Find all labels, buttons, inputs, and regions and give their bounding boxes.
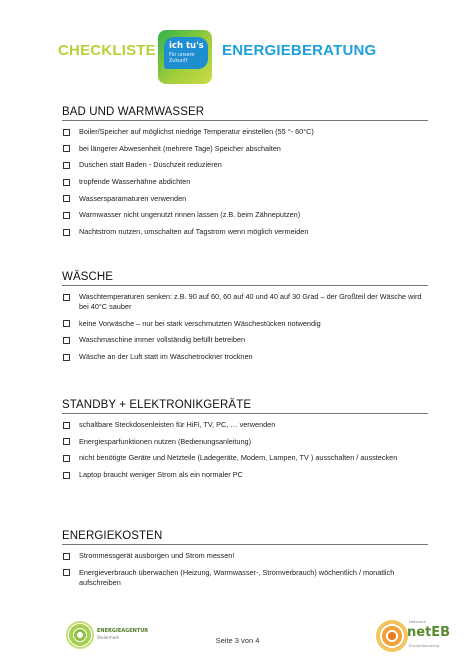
- section-bad-warmwasser: [62, 106, 428, 244]
- checkbox-icon[interactable]: [63, 569, 70, 576]
- checklist-item[interactable]: keine Vorwäsche – nur bei stark verschmutzten Wäschestücken notwendig: [62, 319, 428, 329]
- logo-subtext: Für unsere Zukunft: [169, 53, 195, 64]
- checklist-item[interactable]: Energieverbrauch überwachen (Heizung, Warmwasser-, Stromverbrauch) wöchentlich / monatlich aufschreiben: [62, 568, 428, 588]
- checklist-item[interactable]: bei längerer Abwesenheit (mehrere Tage) Speicher abschalten: [62, 144, 428, 154]
- checkbox-icon[interactable]: [63, 145, 70, 152]
- checkbox-icon[interactable]: [63, 455, 70, 462]
- checkbox-icon[interactable]: [63, 162, 70, 169]
- page-number: Seite 3 von 4: [215, 636, 260, 645]
- ichtus-logo: [158, 30, 212, 84]
- neteb-logo-brand: netEB: [407, 625, 451, 640]
- checklist-item[interactable]: tropfende Wasserhähne abdichten: [62, 177, 428, 187]
- section-title: BAD UND WARMWASSER: [62, 106, 428, 121]
- checkbox-icon[interactable]: [63, 320, 70, 327]
- section-title: ENERGIEKOSTEN: [62, 530, 428, 545]
- neteb-emblem-icon: [376, 620, 408, 652]
- checkbox-icon[interactable]: [63, 294, 70, 301]
- checkbox-icon[interactable]: [63, 337, 70, 344]
- section-energiekosten: [62, 530, 428, 594]
- checklist-item[interactable]: Nachtstrom nutzen, umschalten auf Tagstrom wenn möglich vermeiden: [62, 227, 428, 237]
- checkbox-icon[interactable]: [63, 553, 70, 560]
- neteb-logo-small: Netzwerk: [409, 620, 426, 624]
- checkbox-icon[interactable]: [63, 354, 70, 361]
- checklist-item[interactable]: Wassersparamaturen verwenden: [62, 194, 428, 204]
- energy-consulting-title: ENERGIEBERATUNG: [222, 42, 377, 59]
- checkbox-icon[interactable]: [63, 212, 70, 219]
- checklist-item[interactable]: nicht benötigte Geräte und Netzteile (Ladegeräte, Modem, Lampen, TV ) ausschalten / ausstecken: [62, 453, 428, 463]
- checklist-item[interactable]: Laptop braucht weniger Strom als ein normaler PC: [62, 470, 428, 480]
- checklist-item[interactable]: Strommessgerät ausborgen und Strom messen!: [62, 551, 428, 561]
- checkbox-icon[interactable]: [63, 438, 70, 445]
- checklist-title: CHECKLISTE: [58, 42, 156, 59]
- checklist-item[interactable]: Duschen statt Baden - Duschzeit reduzieren: [62, 160, 428, 170]
- checklist-item[interactable]: schaltbare Steckdosenleisten für HiFi, TV, PC, … verwenden: [62, 420, 428, 430]
- checkbox-icon[interactable]: [63, 229, 70, 236]
- checklist-item[interactable]: Warmwasser nicht ungenutzt rinnen lassen (z.B. beim Zähneputzen): [62, 210, 428, 220]
- checklist-item[interactable]: Waschmaschine immer vollständig befüllt betreiben: [62, 335, 428, 345]
- checklist-item[interactable]: Energiesparfunktionen nutzen (Bedienungsanleitung): [62, 437, 428, 447]
- checkbox-icon[interactable]: [63, 422, 70, 429]
- section-standby-elektronik: [62, 399, 428, 487]
- logo-text: ich tu's: [169, 41, 204, 51]
- section-title: STANDBY + ELEKTRONIKGERÄTE: [62, 399, 428, 414]
- checklist-item[interactable]: Waschtemperaturen senken: z.B. 90 auf 60, 60 auf 40 und 40 auf 30 Grad – der Großteil der Wäsche wird bei 40°C sauber: [62, 292, 428, 312]
- checkbox-icon[interactable]: [63, 472, 70, 479]
- checkbox-icon[interactable]: [63, 179, 70, 186]
- checklist-item[interactable]: Boiler/Speicher auf möglichst niedrige Temperatur einstellen (55 °- 60°C): [62, 127, 428, 137]
- checklist-item[interactable]: Wäsche an der Luft statt im Wäschetrockner trocknen: [62, 352, 428, 362]
- energieagentur-logo-subtitle: Steiermark: [97, 635, 120, 640]
- checkbox-icon[interactable]: [63, 129, 70, 136]
- speech-bubble-icon: [164, 37, 208, 69]
- energieagentur-logo-title: ENERGIEAGENTUR: [97, 628, 149, 634]
- header: [0, 30, 475, 90]
- section-title: WÄSCHE: [62, 271, 428, 286]
- neteb-logo-subtitle: Energieberatung: [409, 644, 440, 648]
- checkbox-icon[interactable]: [63, 195, 70, 202]
- neteb-logo: [376, 614, 451, 658]
- section-waesche: [62, 271, 428, 369]
